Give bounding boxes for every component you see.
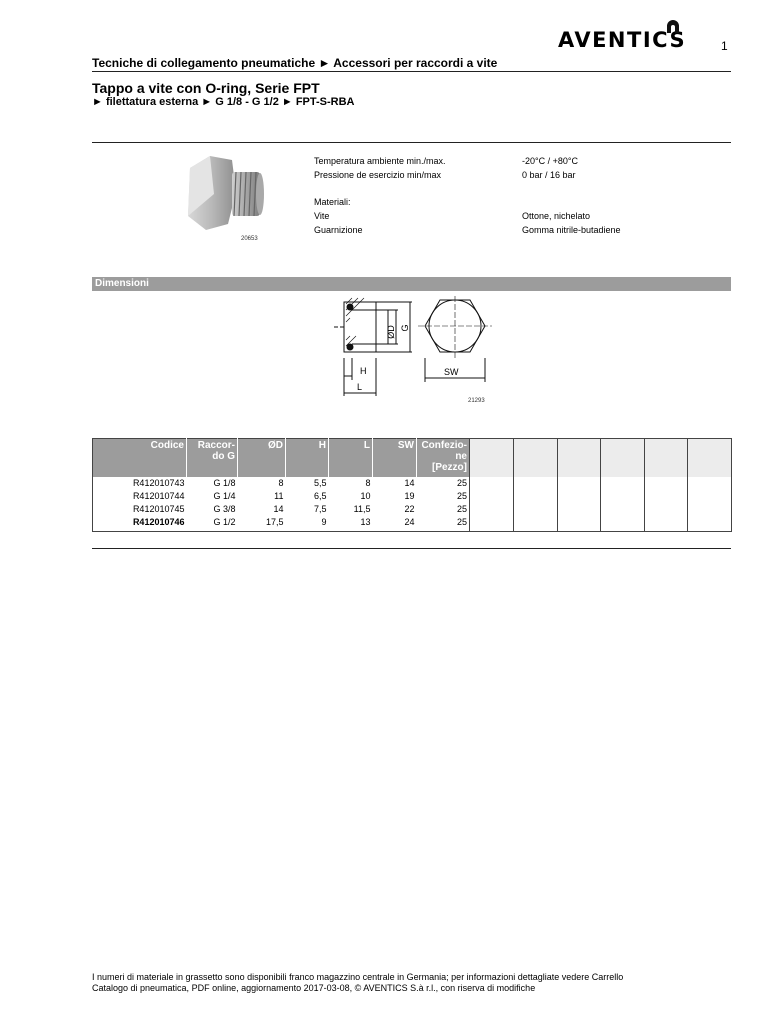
page-number: 1 — [721, 39, 728, 53]
cell-empty — [645, 477, 688, 490]
column-header-code: Codice — [93, 439, 187, 478]
footer — [92, 972, 623, 994]
footer-line-2: Catalogo di pneumatica, PDF online, aggiornamento 2017-03-08, © AVENTICS S.à r.l., con riserva di modifiche — [92, 983, 536, 993]
column-header-empty — [601, 439, 645, 478]
cell-empty — [558, 490, 601, 503]
cell-od: 11 — [274, 491, 284, 501]
footer-line-1: I numeri di materiale in grassetto sono disponibili franco magazzino centrale in Germania; per informazioni dettagliate vedere Carrello — [92, 972, 624, 982]
cell-sw: 24 — [404, 517, 415, 527]
cell-empty — [514, 490, 558, 503]
cell-empty — [688, 503, 732, 516]
cell-empty — [558, 477, 601, 490]
table-row — [93, 503, 732, 516]
drawing-label-g: G — [400, 324, 410, 332]
cell-empty — [558, 503, 601, 516]
cell-pack: 25 — [456, 504, 467, 514]
section-title: Dimensioni — [95, 278, 149, 289]
cell-pack: 25 — [456, 478, 467, 488]
cell-h: 9 — [321, 517, 327, 527]
cell-empty — [601, 490, 645, 503]
material-value-seal: Gomma nitrile-butadiene — [522, 225, 621, 235]
cell-code: R412010743 — [132, 478, 185, 488]
page-title: Tappo a vite con O-ring, Serie FPT — [92, 80, 320, 96]
column-header-empty — [645, 439, 688, 478]
column-header-l: L — [329, 439, 373, 478]
drawing-label-sw: SW — [444, 367, 459, 377]
cell-od: 14 — [273, 504, 284, 514]
material-value-screw: Ottone, nichelato — [522, 211, 591, 221]
cell-l: 8 — [365, 478, 371, 488]
page-subtitle: ► filettatura esterna ► G 1/8 - G 1/2 ► FPT-S-RBA — [92, 96, 355, 108]
cell-empty — [688, 516, 732, 532]
table-header-row — [93, 439, 732, 478]
cell-empty — [688, 490, 732, 503]
cell-pack: 25 — [456, 517, 467, 527]
cell-sw: 14 — [404, 478, 415, 488]
cell-empty — [558, 516, 601, 532]
cell-empty — [470, 477, 514, 490]
cell-empty — [645, 490, 688, 503]
cell-empty — [601, 503, 645, 516]
spec-value-pressure: 0 bar / 16 bar — [522, 170, 576, 180]
cell-thread: G 3/8 — [213, 504, 236, 514]
drawing-label-h: H — [360, 366, 367, 376]
cell-thread: G 1/8 — [213, 478, 236, 488]
cell-thread: G 1/2 — [213, 517, 236, 527]
column-header-h: H — [286, 439, 329, 478]
section-divider — [92, 142, 731, 143]
breadcrumb: Tecniche di collegamento pneumatiche ► Accessori per raccordi a vite — [92, 56, 498, 70]
cell-h: 5,5 — [313, 478, 327, 488]
table-row — [93, 477, 732, 490]
column-header-empty — [688, 439, 732, 478]
cell-empty — [601, 516, 645, 532]
drawing-label-od: ØD — [386, 325, 396, 339]
material-label-seal: Guarnizione — [314, 225, 363, 235]
table-row — [93, 490, 732, 503]
section-header-dimensions — [92, 277, 731, 291]
dimension-drawing — [330, 296, 500, 404]
cell-empty — [514, 477, 558, 490]
dimensions-table — [92, 438, 732, 532]
spec-value-temperature: -20°C / +80°C — [522, 156, 578, 166]
column-header-sw: SW — [373, 439, 417, 478]
column-header-pack: Confezio-ne [Pezzo] — [417, 439, 470, 478]
cell-h: 7,5 — [313, 504, 327, 514]
spec-label-pressure: Pressione de esercizio min/max — [314, 170, 442, 180]
cell-empty — [470, 516, 514, 532]
product-image — [184, 154, 270, 234]
cell-empty — [645, 503, 688, 516]
image-number: 20653 — [241, 236, 258, 242]
column-header-od: ØD — [238, 439, 286, 478]
brand-mark-icon — [665, 18, 681, 34]
cell-code: R412010746 — [132, 517, 185, 527]
column-header-empty — [558, 439, 601, 478]
cell-empty — [470, 490, 514, 503]
table-bottom-divider — [92, 548, 731, 549]
cell-h: 6,5 — [313, 491, 327, 501]
drawing-label-l: L — [357, 382, 363, 392]
cell-empty — [601, 477, 645, 490]
column-header-empty — [514, 439, 558, 478]
drawing-number: 21293 — [468, 398, 485, 404]
material-label-screw: Vite — [314, 211, 330, 221]
cell-od: 17,5 — [265, 517, 284, 527]
cell-sw: 19 — [404, 491, 415, 501]
cell-empty — [645, 516, 688, 532]
table-row — [93, 516, 732, 532]
cell-empty — [470, 503, 514, 516]
brand-logo: AVENTICS — [558, 28, 687, 52]
column-header-thread: Raccor-do G — [187, 439, 238, 478]
column-header-empty — [470, 439, 514, 478]
cell-l: 13 — [360, 517, 371, 527]
cell-empty — [688, 477, 732, 490]
cell-pack: 25 — [456, 491, 467, 501]
cell-l: 11,5 — [353, 504, 371, 514]
cell-empty — [514, 503, 558, 516]
cell-od: 8 — [278, 478, 284, 488]
cell-sw: 22 — [404, 504, 415, 514]
header-divider — [92, 71, 731, 72]
cell-code: R412010745 — [132, 504, 185, 514]
spec-label-temperature: Temperatura ambiente min./max. — [314, 156, 446, 166]
materials-heading: Materiali: — [314, 197, 351, 207]
cell-thread: G 1/4 — [213, 491, 236, 501]
cell-empty — [514, 516, 558, 532]
cell-code: R412010744 — [132, 491, 185, 501]
cell-l: 10 — [360, 491, 371, 501]
